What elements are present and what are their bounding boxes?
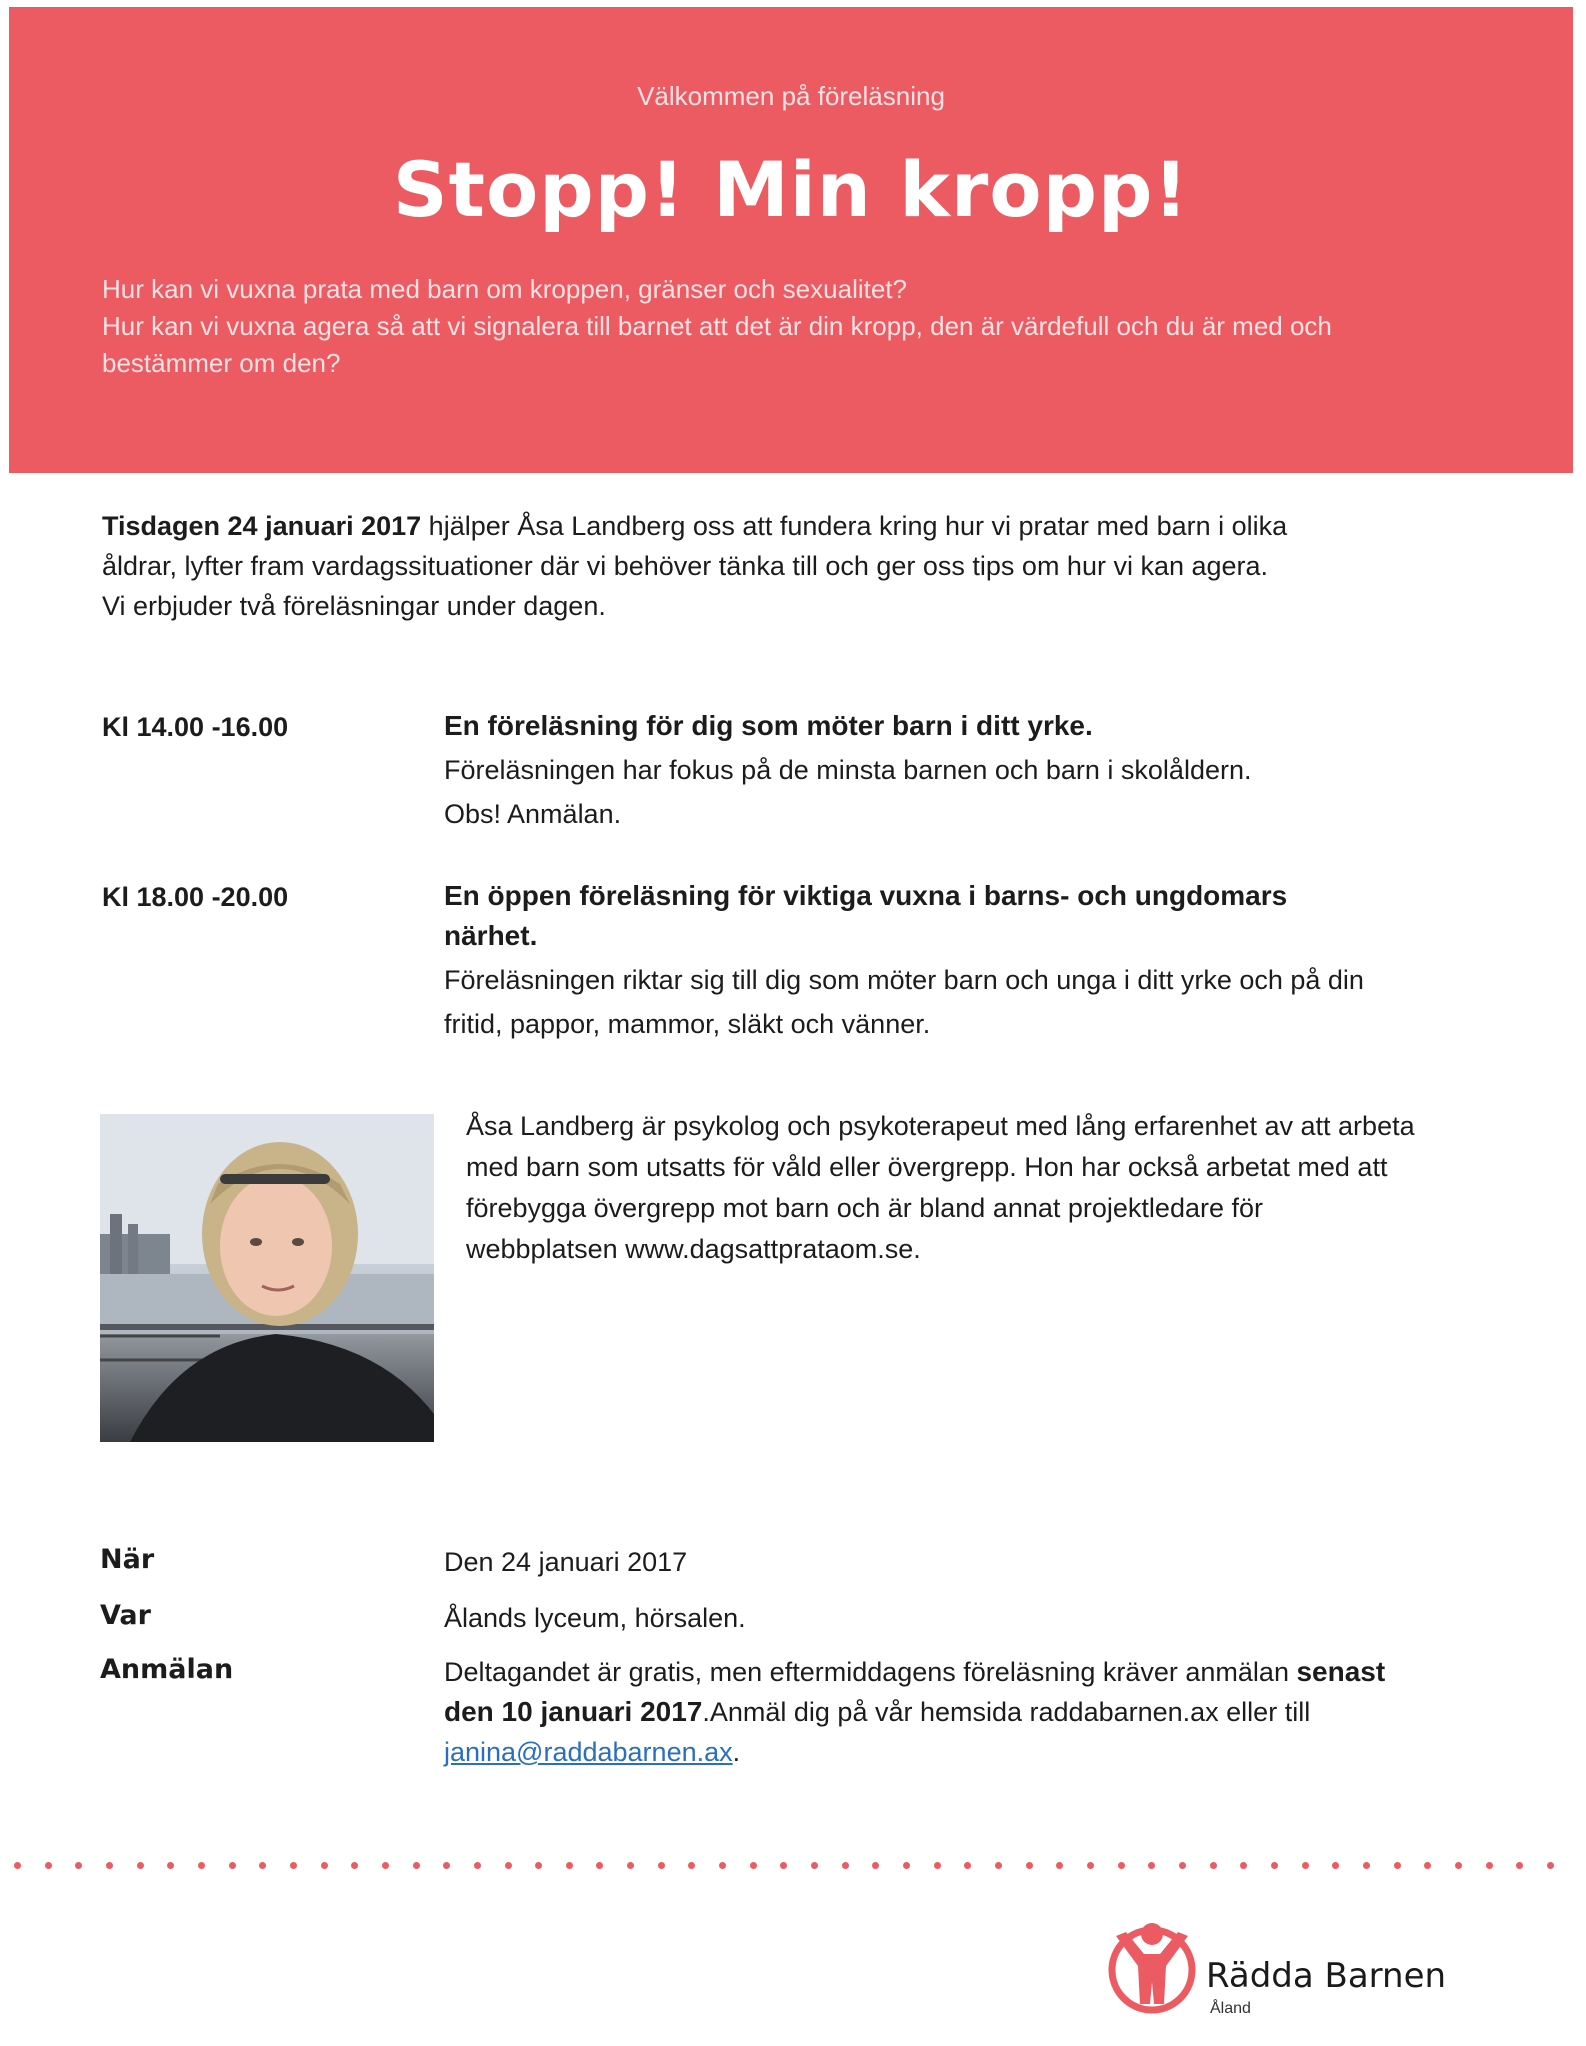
- divider-dot: [964, 1862, 971, 1869]
- divider-dot: [229, 1862, 236, 1869]
- divider-dot: [719, 1862, 726, 1869]
- divider-dot: [596, 1862, 603, 1869]
- session-line: Föreläsningen riktar sig till dig som möter barn och unga i ditt yrke och på din: [444, 965, 1364, 995]
- session-heading: närhet.: [444, 920, 538, 951]
- child-figure-icon: [1102, 1912, 1198, 2022]
- divider-dot: [474, 1862, 481, 1869]
- where-label: Var: [100, 1600, 151, 1631]
- question-line: Hur kan vi vuxna prata med barn om kroppen, gränser och sexualitet?: [102, 274, 907, 304]
- divider-dot: [1486, 1862, 1493, 1869]
- divider-dot: [198, 1862, 205, 1869]
- divider-dot: [1516, 1862, 1523, 1869]
- divider-dot: [1026, 1862, 1033, 1869]
- divider-dot: [750, 1862, 757, 1869]
- logo-name: Rädda Barnen: [1206, 1956, 1447, 1996]
- when-value: Den 24 januari 2017: [444, 1547, 688, 1577]
- divider-dot: [443, 1862, 450, 1869]
- bio-line: webbplatsen www.dagsattprataom.se.: [466, 1234, 921, 1264]
- logo: [1102, 1912, 1462, 2022]
- divider-dot: [259, 1862, 266, 1869]
- signup-value: [444, 1652, 1484, 1772]
- email-punct: .: [732, 1737, 741, 1767]
- divider-dot: [872, 1862, 879, 1869]
- intro-questions: [102, 271, 1522, 382]
- question-line: Hur kan vi vuxna agera så att vi signalera till barnet att det är din kropp, den är värdefull och du är med och: [102, 311, 1332, 341]
- divider-dot: [45, 1862, 52, 1869]
- divider-dot: [137, 1862, 144, 1869]
- divider-dot: [566, 1862, 573, 1869]
- session-heading: En öppen föreläsning för viktiga vuxna i barns- och ungdomars: [444, 880, 1288, 911]
- divider-dot: [1363, 1862, 1370, 1869]
- divider-dot: [1118, 1862, 1125, 1869]
- session-line: fritid, pappor, mammor, släkt och vänner.: [444, 1009, 931, 1039]
- lead-date: Tisdagen 24 januari 2017: [102, 511, 422, 541]
- divider-dot: [842, 1862, 849, 1869]
- divider-dot: [290, 1862, 297, 1869]
- dotted-divider: [14, 1858, 1554, 1872]
- session-details: [444, 706, 1484, 834]
- divider-dot: [413, 1862, 420, 1869]
- divider-dot: [1547, 1862, 1554, 1869]
- logo-subtitle: Åland: [1210, 2000, 1251, 2017]
- signup-deadline-date: den 10 januari 2017: [444, 1696, 703, 1727]
- bio-line: med barn som utsatts för våld eller övergrepp. Hon har också arbetat med att: [466, 1152, 1388, 1182]
- lead-line: Vi erbjuder två föreläsningar under dagen.: [102, 591, 606, 621]
- divider-dot: [1424, 1862, 1431, 1869]
- divider-dot: [1240, 1862, 1247, 1869]
- when-label: När: [100, 1544, 155, 1575]
- signup-text: .Anmäl dig på vår hemsida raddabarnen.ax eller till: [702, 1697, 1311, 1727]
- session-details: [444, 876, 1484, 1044]
- divider-dot: [351, 1862, 358, 1869]
- divider-dot: [1148, 1862, 1155, 1869]
- divider-dot: [780, 1862, 787, 1869]
- divider-dot: [14, 1862, 21, 1869]
- bio-line: Åsa Landberg är psykolog och psykoterapeut med lång erfarenhet av att arbeta: [466, 1111, 1415, 1141]
- where-value: Ålands lyceum, hörsalen.: [444, 1603, 746, 1633]
- signup-deadline: senast: [1296, 1656, 1386, 1687]
- lead-paragraph: [102, 506, 1482, 626]
- divider-dot: [321, 1862, 328, 1869]
- divider-dot: [903, 1862, 910, 1869]
- page-title: Stopp! Min kropp!: [392, 145, 1190, 234]
- divider-dot: [505, 1862, 512, 1869]
- session-line: Obs! Anmälan.: [444, 799, 622, 829]
- session-time: Kl 14.00 -16.00: [102, 712, 289, 742]
- divider-dot: [995, 1862, 1002, 1869]
- divider-dot: [934, 1862, 941, 1869]
- lead-line: åldrar, lyfter fram vardagssituationer där vi behöver tänka till och ger oss tips om hur vi kan agera.: [102, 551, 1269, 581]
- session-time: Kl 18.00 -20.00: [102, 882, 289, 912]
- divider-dot: [535, 1862, 542, 1869]
- divider-dot: [1302, 1862, 1309, 1869]
- header-banner: [9, 7, 1573, 473]
- divider-dot: [1210, 1862, 1217, 1869]
- welcome-text: Välkommen på föreläsning: [637, 81, 945, 111]
- signup-label: Anmälan: [100, 1654, 234, 1685]
- email-link[interactable]: janina@raddabarnen.ax: [444, 1737, 733, 1767]
- signup-text: Deltagandet är gratis, men eftermiddagens föreläsning kräver anmälan: [444, 1657, 1297, 1687]
- bio-line: förebygga övergrepp mot barn och är bland annat projektledare för: [466, 1193, 1264, 1223]
- divider-dot: [1332, 1862, 1339, 1869]
- divider-dot: [1394, 1862, 1401, 1869]
- speaker-photo: [100, 1114, 434, 1442]
- question-line: bestämmer om den?: [102, 348, 341, 378]
- divider-dot: [1056, 1862, 1063, 1869]
- divider-dot: [1087, 1862, 1094, 1869]
- lead-line: hjälper Åsa Landberg oss att fundera kring hur vi pratar med barn i olika: [421, 511, 1288, 541]
- divider-dot: [688, 1862, 695, 1869]
- divider-dot: [627, 1862, 634, 1869]
- divider-dot: [1455, 1862, 1462, 1869]
- divider-dot: [811, 1862, 818, 1869]
- speaker-portrait-image: [100, 1114, 434, 1442]
- divider-dot: [167, 1862, 174, 1869]
- divider-dot: [658, 1862, 665, 1869]
- divider-dot: [106, 1862, 113, 1869]
- session-line: Föreläsningen har fokus på de minsta barnen och barn i skolåldern.: [444, 755, 1252, 785]
- divider-dot: [1179, 1862, 1186, 1869]
- session-heading: En föreläsning för dig som möter barn i ditt yrke.: [444, 710, 1093, 741]
- speaker-bio: [466, 1106, 1496, 1270]
- divider-dot: [382, 1862, 389, 1869]
- divider-dot: [75, 1862, 82, 1869]
- divider-dot: [1271, 1862, 1278, 1869]
